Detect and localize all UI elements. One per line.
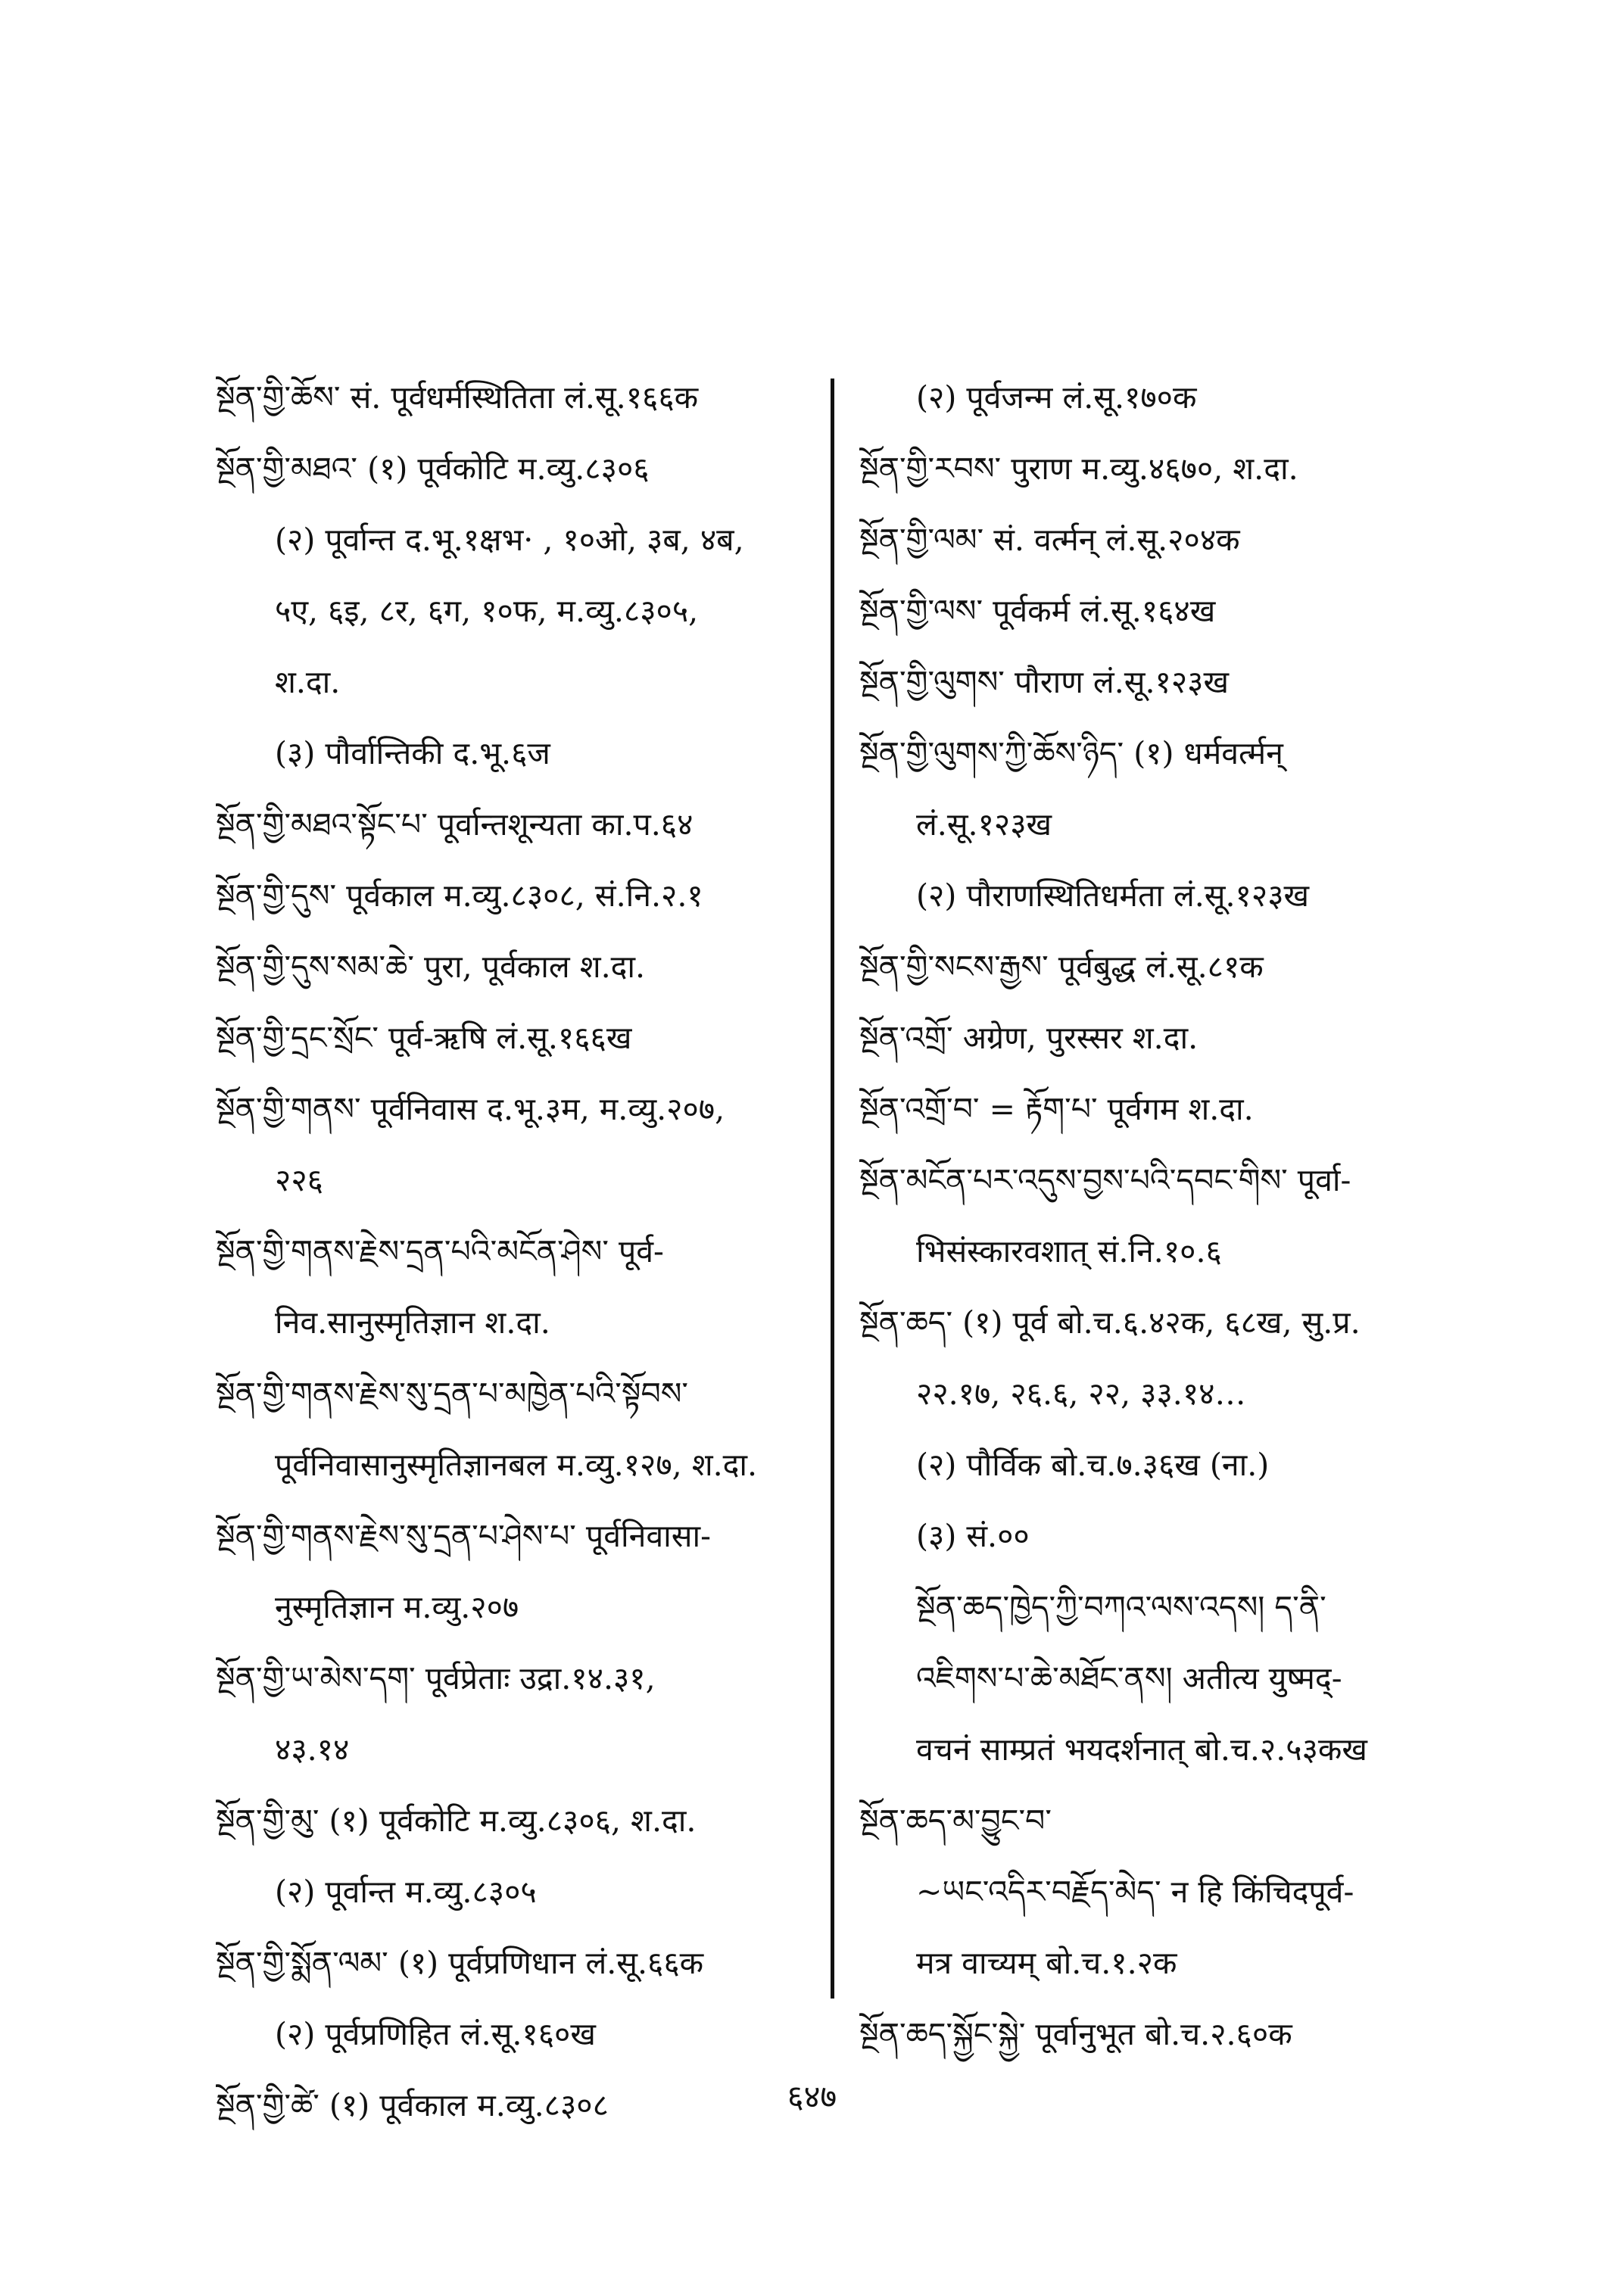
dictionary-line: སྔོན་གྱི་དྲང་སྲོང་ पूर्व-ऋषि लं.सू.१६६ख — [216, 1019, 632, 1056]
dictionary-line: मत्र वाच्यम् बो.च.१.२क — [916, 1944, 1177, 1981]
dictionary-line: भिसंस्कारवशात् सं.नि.१०.६ — [916, 1232, 1222, 1270]
dictionary-line: འཇིགས་པ་ཆེ་མཐོང་ནས། अतीत्य युष्मद्- — [916, 1659, 1342, 1696]
dictionary-line: སྔོན་གྱི་གནས་རྗེས་སུ་དྲན་པ་མཁྱེན་པའི་སྟོབས་ — [216, 1375, 689, 1412]
dictionary-line: སྔོན་གྱི་ལུགས་ཀྱི་ཆོས་ཉིད་ (१) धर्मवर्त्मन् — [859, 734, 1283, 771]
dictionary-line: སྔོན་གྱི་མཐའ་སྟོང་པ་ पूर्वान्तशून्यता का.प.६४ — [216, 805, 694, 843]
dictionary-line: (२) पूर्वप्रणिहित लं.सू.१६०ख — [275, 2015, 596, 2052]
dictionary-line: སྔོན་གྱི་སངས་རྒྱས་ पूर्वबुद्ध लं.सू.८१क — [859, 948, 1264, 985]
dictionary-line: (२) पूर्वान्त म.व्यु.८३०५ — [275, 1873, 537, 1910]
page-number: ६४७ — [787, 2078, 837, 2115]
dictionary-line: སྔོན་གྱི་ཆོས་ सं. पूर्वधर्मस्थितिता लं.सू.१६६क — [216, 379, 699, 416]
dictionary-line: སྔོན་གྱི་ལམ་ सं. वर्त्मन् लं.सू.२०४क — [859, 521, 1240, 558]
dictionary-line: སྔོན་གྱི་ལས་ पूर्वकर्म लं.सू.१६४ख — [859, 592, 1216, 629]
dictionary-line: སྔོན་གྱི་རབས་ पुराण म.व्यु.४६७०, श.दा. — [859, 450, 1298, 487]
dictionary-line: (२) पूर्वजन्म लं.सू.१७०क — [916, 379, 1197, 416]
dictionary-line: སྔོན་གྱི་དུས་སམ་ཆེ་ पुरा, पूर्वकाल श.दा. — [216, 948, 646, 985]
dictionary-line: ~ཡང་འདིར་བརྗོད་མེད་ न हि किंचिदपूर्व- — [916, 1873, 1354, 1910]
dictionary-line: (३) सं.०० — [916, 1517, 1030, 1554]
dictionary-line: नुस्मृतिज्ञान म.व्यु.२०७ — [275, 1588, 519, 1625]
dictionary-line: २२.१७, २६.६, २२, ३३.१४… — [916, 1375, 1246, 1412]
left-column — [216, 362, 814, 2141]
dictionary-line: སྔོན་འགྲོ་བ་ = རྟོག་པ་ पूर्वगम श.दा. — [859, 1090, 1254, 1127]
dictionary-line: वचनं साम्प्रतं भयदर्शनात् बो.च.२.५३कख — [916, 1731, 1367, 1768]
dictionary-line: २२६ — [275, 1161, 323, 1198]
dictionary-line: སྔོན་ཆད་ཁྱེད་ཀྱི་བཀའ་ལས་འདས། ད་ནི་ — [916, 1588, 1326, 1625]
dictionary-line: སྔོན་གྱི་ཡ་མེས་དག་ पूर्वप्रेताः उद्रा.१४.३१, — [216, 1659, 656, 1696]
dictionary-line: སྔོན་གྱི་མཐའ་ (१) पूर्वकोटि म.व्यु.८३०६ — [216, 450, 650, 487]
column-divider — [831, 379, 834, 1999]
dictionary-line: སྔོན་ཆད་མ་བྱུང་བ་ — [859, 1802, 1052, 1839]
dictionary-line: ५ए, ६इ, ८र, ६ग, १०फ, म.व्यु.८३०५, — [275, 592, 699, 629]
dictionary-line: श.दा. — [275, 663, 341, 700]
dictionary-line: སྔོན་གྱི་གནས་རྗེས་དྲན་པའི་མངོན་ཤེས་ पूर्व- — [216, 1232, 664, 1270]
dictionary-line: (२) पौर्विक बो.च.७.३६ख (ना.) — [916, 1446, 1270, 1483]
dictionary-line: སྔོན་མངོན་པར་འདུས་བྱས་པའི་དབང་གིས་ पूर्वा- — [859, 1161, 1351, 1198]
dictionary-line: སྔོན་གྱི་དུས་ पूर्वकाल म.व्यु.८३०८, सं.नि.२.१ — [216, 877, 703, 914]
dictionary-line: (३) पौर्वान्तिकी द.भू.६ज — [275, 734, 550, 771]
dictionary-line: ४३.१४ — [275, 1731, 350, 1768]
dictionary-line: སྔོན་གྱི་མུ་ (१) पूर्वकोटि म.व्यु.८३०६, श.दा. — [216, 1802, 697, 1839]
dictionary-line: སྔོན་གྱི་ལུགས་ पौराण लं.सू.१२३ख — [859, 663, 1230, 700]
dictionary-line: སྔོན་ཆད་སྐྱོང་སྐྱེ་ पूर्वानुभूत बो.च.२.६०क — [859, 2015, 1292, 2052]
dictionary-line: སྔོན་གྱི་གནས་རྗེས་སུ་དྲན་པ་ཤེས་པ་ पूर्वनिवासा- — [216, 1517, 711, 1554]
dictionary-line: निव.सानुस्मृतिज्ञान श.दा. — [275, 1304, 550, 1341]
dictionary-line: पूर्वनिवासानुस्मृतिज्ञानबल म.व्यु.१२७, श.दा. — [275, 1446, 758, 1483]
dictionary-line: སྔོན་འགྲོ་ अग्रेण, पुरस्सर श.दा. — [859, 1019, 1199, 1056]
dictionary-line: लं.सू.१२३ख — [916, 805, 1052, 843]
dictionary-line: སྔོན་གྱི་སྨོན་ལམ་ (१) पूर्वप्रणिधान लं.सू.६६क — [216, 1944, 704, 1981]
dictionary-line: (२) पौराणस्थितिधर्मता लं.सू.१२३ख — [916, 877, 1310, 914]
dictionary-line: སྔོན་ཆད་ (१) पूर्व बो.च.६.४२क, ६८ख, सु.प्र. — [859, 1304, 1361, 1341]
right-column — [859, 362, 1457, 2070]
dictionary-line: སྔོན་གྱི་གནས་ पूर्वनिवास द.भू.३म, म.व्यु.२०७, — [216, 1090, 725, 1127]
dictionary-line: (२) पूर्वान्त द.भू.१क्षभ· , १०ओ, ३ब, ४ब, — [275, 521, 744, 558]
dictionary-line: སྔོན་གྱི་ཚེ་ (१) पूर्वकाल म.व्यु.८३०८ — [216, 2086, 609, 2123]
